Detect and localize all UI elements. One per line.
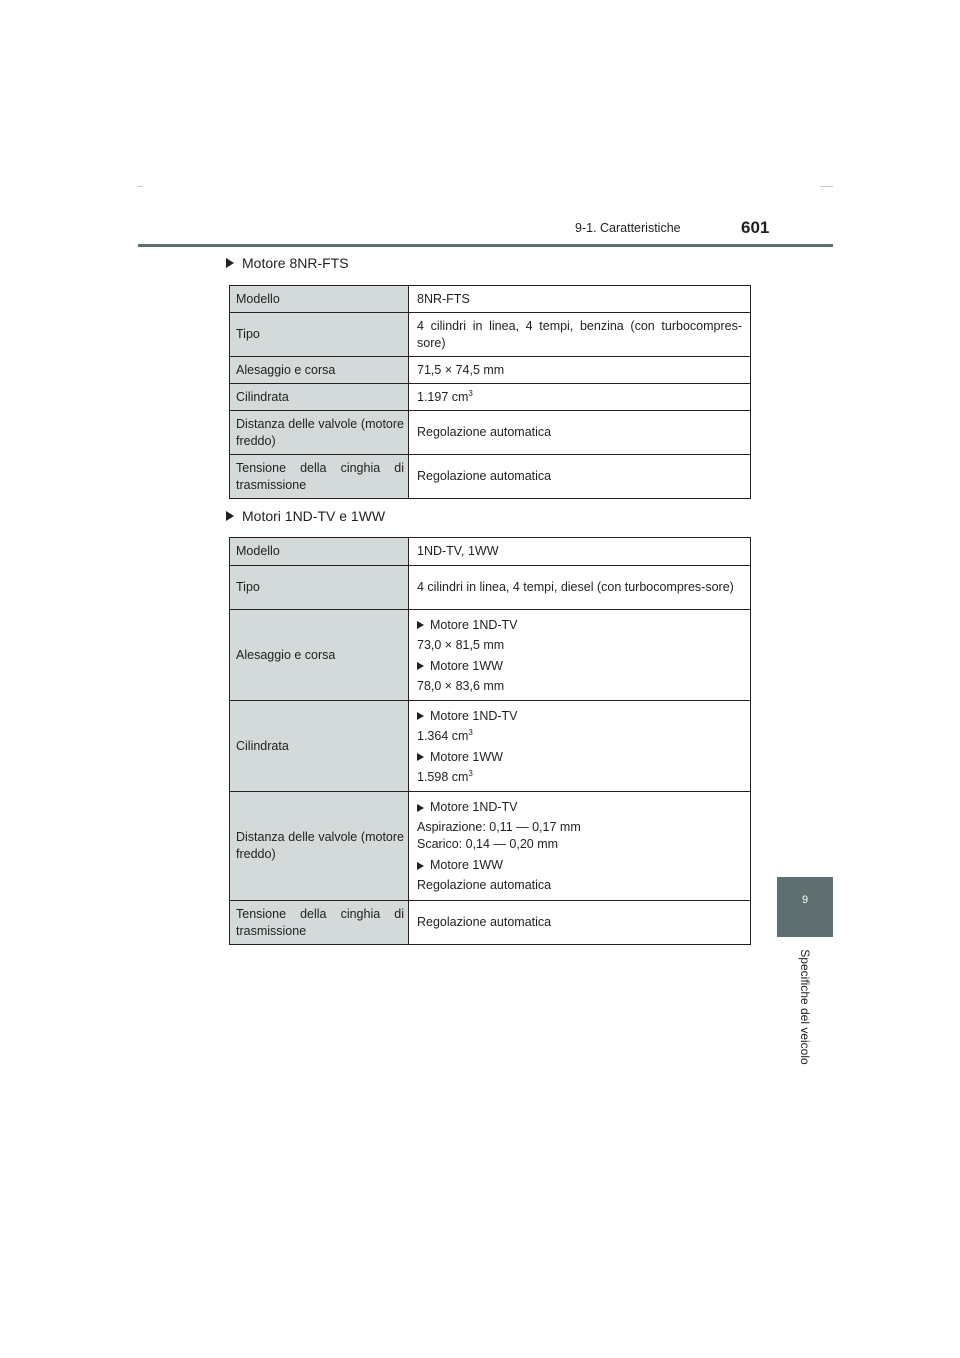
row-label: Tensione della cinghia di trasmissione xyxy=(230,455,409,499)
table-row xyxy=(230,538,751,566)
displacement-value: 1.197 cm xyxy=(417,389,469,404)
value-line: Scarico: 0,14 — 0,20 mm xyxy=(417,837,559,851)
crop-mark-left xyxy=(138,186,143,187)
table-row xyxy=(230,566,751,610)
sub-heading xyxy=(417,749,742,766)
row-value: 71,5 × 74,5 mm xyxy=(409,357,751,384)
triangle-bullet-icon xyxy=(417,804,424,812)
section-title: 9-1. Caratteristiche xyxy=(575,221,681,235)
table-row xyxy=(230,455,751,499)
sub-heading xyxy=(417,857,742,874)
triangle-bullet-icon xyxy=(417,712,424,720)
sub-heading xyxy=(417,658,742,675)
header-rule xyxy=(138,244,833,247)
value-line xyxy=(417,769,742,786)
row-label: Modello xyxy=(230,286,409,313)
row-value xyxy=(409,701,751,792)
spec-table-8nr-fts xyxy=(229,285,751,499)
row-value: 8NR-FTS xyxy=(409,286,751,313)
chapter-number: 9 xyxy=(801,894,809,906)
superscript: 3 xyxy=(468,768,473,778)
value-line: Regolazione automatica xyxy=(417,878,552,892)
crop-mark-right xyxy=(820,186,833,187)
row-label: Alesaggio e corsa xyxy=(230,610,409,701)
heading-text: Motore 8NR-FTS xyxy=(242,255,349,271)
heading-text: Motori 1ND-TV e 1WW xyxy=(242,508,386,524)
table-row xyxy=(230,357,751,384)
table-row xyxy=(230,313,751,357)
sub-heading xyxy=(417,799,742,816)
triangle-bullet-icon xyxy=(417,662,424,670)
table-row xyxy=(230,901,751,945)
value-line: 73,0 × 81,5 mm xyxy=(417,637,505,652)
sub-heading xyxy=(417,617,742,634)
superscript: 3 xyxy=(468,388,473,398)
table-row xyxy=(230,701,751,792)
value-line: 78,0 × 83,6 mm xyxy=(417,678,505,693)
row-value: Regolazione automatica xyxy=(409,901,751,945)
row-label: Alesaggio e corsa xyxy=(230,357,409,384)
row-label: Modello xyxy=(230,538,409,566)
sub-heading xyxy=(417,708,742,725)
row-value: 1ND-TV, 1WW xyxy=(409,538,751,566)
row-label: Tipo xyxy=(230,313,409,357)
value-line xyxy=(417,728,742,745)
triangle-bullet-icon xyxy=(226,511,234,521)
row-label: Cilindrata xyxy=(230,701,409,792)
triangle-bullet-icon xyxy=(417,621,424,629)
row-value: Regolazione automatica xyxy=(409,411,751,455)
sub-heading-text: Motore 1WW xyxy=(430,749,503,764)
row-value: 4 cilindri in linea, 4 tempi, diesel (con turbocompres-sore) xyxy=(409,566,751,610)
row-value xyxy=(409,610,751,701)
triangle-bullet-icon xyxy=(417,753,424,761)
triangle-bullet-icon xyxy=(226,258,234,268)
sub-heading-text: Motore 1ND-TV xyxy=(430,617,518,632)
superscript: 3 xyxy=(468,727,473,737)
sub-heading-text: Motore 1WW xyxy=(430,858,503,872)
sub-heading-text: Motore 1ND-TV xyxy=(430,800,518,814)
row-value xyxy=(409,384,751,411)
heading-1nd-tv-1ww xyxy=(226,508,385,524)
triangle-bullet-icon xyxy=(417,862,424,870)
sub-heading-text: Motore 1ND-TV xyxy=(430,708,518,723)
chapter-tab xyxy=(777,877,833,937)
row-value: Regolazione automatica xyxy=(409,455,751,499)
page-number: 601 xyxy=(741,218,770,237)
table-row xyxy=(230,610,751,701)
table-row xyxy=(230,792,751,901)
row-value: 4 cilindri in linea, 4 tempi, benzina (con turbocompres-sore) xyxy=(409,313,751,357)
spec-table-1nd-tv-1ww xyxy=(229,537,751,945)
displacement-value: 1.364 cm xyxy=(417,728,469,743)
row-label: Tipo xyxy=(230,566,409,610)
row-label: Distanza delle valvole (motore freddo) xyxy=(230,792,409,901)
row-label: Cilindrata xyxy=(230,384,409,411)
row-label: Distanza delle valvole (motore freddo) xyxy=(230,411,409,455)
row-value xyxy=(409,792,751,901)
table-row xyxy=(230,411,751,455)
row-label: Tensione della cinghia di trasmissione xyxy=(230,901,409,945)
table-row xyxy=(230,384,751,411)
sub-heading-text: Motore 1WW xyxy=(430,658,503,673)
displacement-value: 1.598 cm xyxy=(417,769,469,784)
table-row xyxy=(230,286,751,313)
heading-8nr-fts xyxy=(226,255,349,271)
value-line: Aspirazione: 0,11 — 0,17 mm xyxy=(417,820,581,834)
chapter-title: Specifiche del veicolo xyxy=(798,949,812,1065)
